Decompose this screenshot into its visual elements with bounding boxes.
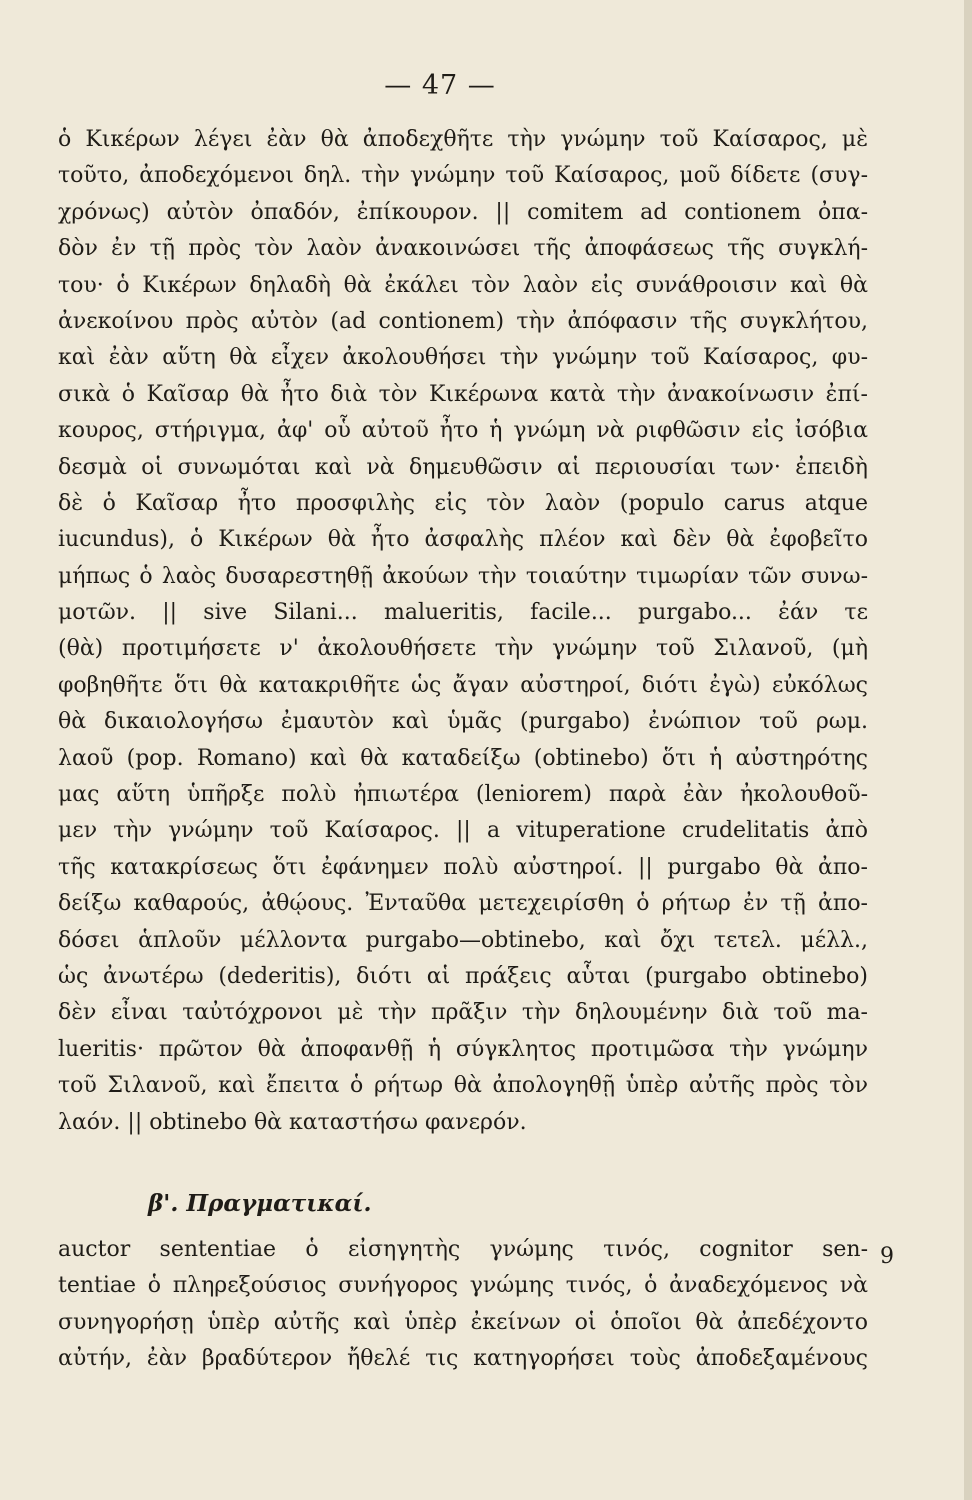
- text-line: τοῦτο, ἀποδεχόμενοι δηλ. τὴν γνώμην τοῦ Καίσαρος, μοῦ δίδετε (συγ-: [58, 163, 868, 189]
- section-text: [58, 1232, 868, 1378]
- text-line: συνηγορήσῃ ὑπὲρ αὐτῆς καὶ ὑπὲρ ἐκείνων οἱ ὁποῖοι θὰ ἀπεδέχοντο: [58, 1309, 868, 1335]
- text-line: ὡς ἀνωτέρω (dederitis), διότι αἱ πράξεις αὗται (purgabo obtinebo): [58, 963, 868, 989]
- commentary-text: [58, 122, 868, 1141]
- text-line: iucundus), ὁ Κικέρων θὰ ἦτο ἀσφαλὴς πλέον καὶ δὲν θὰ ἐφοβεῖτο: [58, 527, 868, 553]
- text-line: tentiae ὁ πληρεξούσιος συνήγορος γνώμης τινός, ὁ ἀναδεχόμενος νὰ: [58, 1273, 868, 1299]
- text-line: μήπως ὁ λαὸς δυσαρεστηθῇ ἀκούων τὴν τοιαύτην τιμωρίαν τῶν συνω-: [58, 563, 868, 589]
- text-line: δείξω καθαρούς, ἀθῴους. Ἐνταῦθα μετεχειρίσθη ὁ ρήτωρ ἐν τῇ ἀπο-: [58, 891, 868, 917]
- text-line: (θὰ) προτιμήσετε ν' ἀκολουθήσετε τὴν γνώμην τοῦ Σιλανοῦ, (μὴ: [58, 636, 868, 662]
- text-line: σικὰ ὁ Καῖσαρ θὰ ἦτο διὰ τὸν Κικέρωνα κατὰ τὴν ἀνακοίνωσιν ἐπί-: [58, 381, 868, 407]
- page-number: — 47 —: [384, 70, 496, 101]
- text-line: τοῦ Σιλανοῦ, καὶ ἔπειτα ὁ ρήτωρ θὰ ἀπολογηθῇ ὑπὲρ αὐτῆς πρὸς τὸν: [58, 1073, 868, 1099]
- text-line: του· ὁ Κικέρων δηλαδὴ θὰ ἐκάλει τὸν λαὸν εἰς συνάθροισιν καὶ θὰ: [58, 272, 868, 298]
- text-line: αὐτήν, ἐὰν βραδύτερον ἤθελέ τις κατηγορήσει τοὺς ἀποδεξαμένους: [58, 1346, 868, 1372]
- text-line: θὰ δικαιολογήσω ἐμαυτὸν καὶ ὑμᾶς (purgabo) ἐνώπιον τοῦ ρωμ.: [58, 709, 868, 735]
- text-line: δὲ ὁ Καῖσαρ ἦτο προσφιλὴς εἰς τὸν λαὸν (populo carus atque: [58, 490, 868, 516]
- text-line: μεν τὴν γνώμην τοῦ Καίσαρος. || a vituperatione crudelitatis ἀπὸ: [58, 818, 868, 844]
- text-line: lueritis· πρῶτον θὰ ἀποφανθῇ ἡ σύγκλητος προτιμῶσα τὴν γνώμην: [58, 1036, 868, 1062]
- text-line: ὁ Κικέρων λέγει ἐὰν θὰ ἀποδεχθῆτε τὴν γνώμην τοῦ Καίσαρος, μὲ: [58, 127, 868, 152]
- text-line: δεσμὰ οἱ συνωμόται καὶ νὰ δημευθῶσιν αἱ περιουσίαι των· ἐπειδὴ: [58, 454, 868, 480]
- text-line: λαοῦ (pop. Romano) καὶ θὰ καταδείξω (obtinebo) ὅτι ἡ αὐστηρότης: [58, 745, 868, 771]
- text-line: κουρος, στήριγμα, ἀφ' οὗ αὐτοῦ ἦτο ἡ γνώμη νὰ ριφθῶσιν εἰς ἰσόβια: [58, 418, 868, 444]
- text-line: φοβηθῆτε ὅτι θὰ κατακριθῆτε ὡς ἄγαν αὐστηροί, διότι ἐγὼ) εὐκόλως: [58, 672, 868, 698]
- text-line: μας αὕτη ὑπῆρξε πολὺ ἠπιωτέρα (leniorem) παρὰ ἐὰν ἠκολουθοῦ-: [58, 782, 868, 808]
- text-line: δὲν εἶναι ταὐτόχρονοι μὲ τὴν πρᾶξιν τὴν δηλουμένην διὰ τοῦ ma-: [58, 1000, 868, 1026]
- text-line: καὶ ἐὰν αὕτη θὰ εἶχεν ἀκολουθήσει τὴν γνώμην τοῦ Καίσαρος, φυ-: [58, 345, 868, 371]
- text-line: auctor sententiae ὁ εἰσηγητὴς γνώμης τινός, cognitor sen-: [58, 1237, 868, 1262]
- margin-line-number: 9: [880, 1244, 894, 1269]
- text-line: δόσει ἁπλοῦν μέλλοντα purgabo—obtinebo, καὶ ὄχι τετελ. μέλλ.,: [58, 927, 868, 953]
- page-edge: [964, 0, 972, 1500]
- text-line: λαόν. || obtinebo θὰ καταστήσω φανερόν.: [58, 1109, 527, 1135]
- text-line: τῆς κατακρίσεως ὅτι ἐφάνημεν πολὺ αὐστηροί. || purgabo θὰ ἀπο-: [58, 854, 868, 880]
- text-line: μοτῶν. || sive Silani... malueritis, facile... purgabo... ἐάν τε: [58, 600, 868, 626]
- text-line: χρόνως) αὐτὸν ὀπαδόν, ἐπίκουρον. || comitem ad contionem ὀπα-: [58, 199, 868, 225]
- text-line: ἀνεκοίνου πρὸς αὐτὸν (ad contionem) τὴν ἀπόφασιν τῆς συγκλήτου,: [58, 308, 868, 334]
- section-heading: β'. Πραγματικαί.: [148, 1190, 372, 1217]
- text-line: δὸν ἐν τῇ πρὸς τὸν λαὸν ἀνακοινώσει τῆς ἀποφάσεως τῆς συγκλή-: [58, 236, 868, 262]
